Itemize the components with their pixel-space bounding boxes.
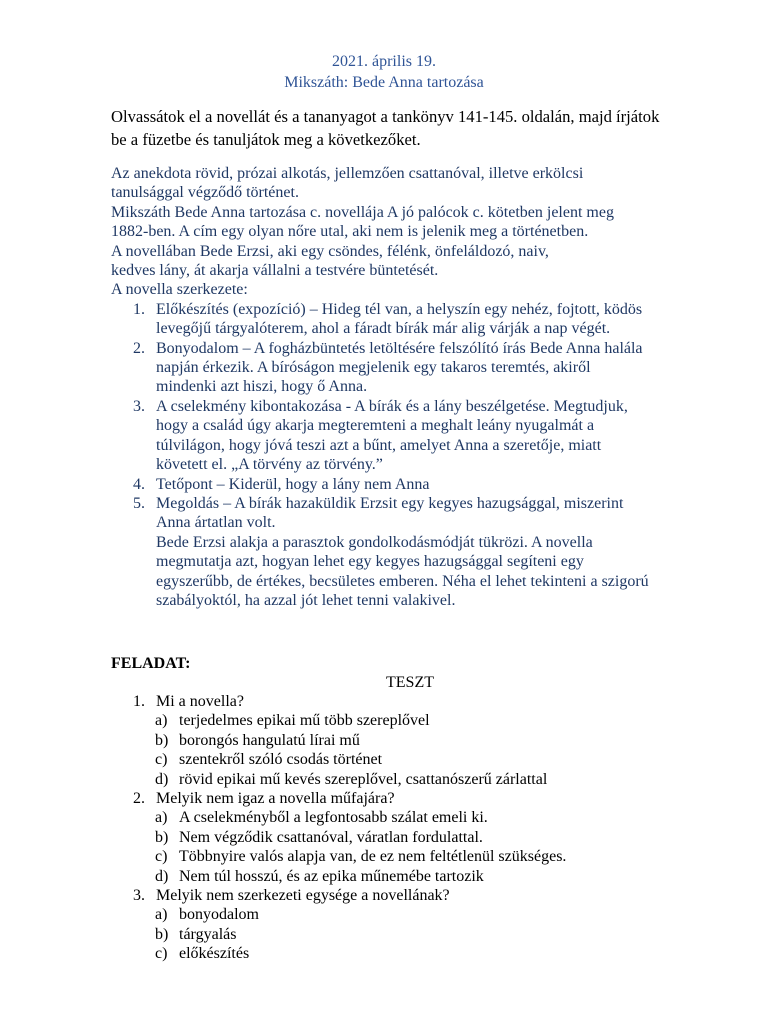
- structure-item-line: Anna ártatlan volt.: [156, 514, 276, 532]
- question-number: 3.: [133, 887, 145, 905]
- option-text: tárgyalás: [179, 925, 237, 943]
- option-letter: d): [155, 770, 169, 788]
- date-heading: 2021. április 19.: [332, 53, 436, 70]
- answer-option: [111, 867, 731, 886]
- structure-item-line: napján érkezik. A bíróságon megjelenik egy takaros teremtés, akiről: [156, 359, 591, 377]
- structure-item: [133, 397, 711, 475]
- structure-item-number: 1.: [133, 300, 145, 318]
- notes-line: Az anekdota rövid, prózai alkotás, jellemzően csattanóval, illetve erkölcsi: [111, 165, 584, 182]
- answer-option: [111, 711, 731, 730]
- test-questions: [111, 692, 731, 964]
- structure-item-line: hogy a család úgy akarja megteremteni a meghalt leány nyugalmát a: [156, 417, 595, 435]
- answer-option: [111, 925, 731, 944]
- question-text: Melyik nem igaz a novella műfajára?: [156, 790, 395, 808]
- option-text: szentekről szóló csodás történet: [179, 751, 383, 769]
- answer-option: [111, 808, 731, 827]
- question: [111, 886, 731, 905]
- structure-item: [133, 494, 711, 610]
- document-header: [0, 51, 768, 93]
- closing-line: egyszerűbb, de értékes, becsületes emberen. Néha el lehet tekinteni a szigorú: [156, 572, 649, 590]
- structure-item-line: túlvilágon, hogy jóvá teszi azt a bűnt, amelyet Anna a szeretője, miatt: [156, 436, 602, 454]
- question: [111, 692, 731, 711]
- question-number: 1.: [133, 693, 145, 710]
- test-heading: TESZT: [386, 674, 434, 691]
- answer-option: [111, 770, 731, 789]
- closing-line: Bede Erzsi alakja a parasztok gondolkodásmódját tükrözi. A novella: [156, 533, 593, 551]
- closing-line: megmutatja azt, hogyan lehet egy kegyes hazugsággal segíteni egy: [156, 553, 584, 571]
- question: [111, 789, 731, 808]
- structure-item-line: A cselekmény kibontakozása - A bírák és a lány beszélgetése. Megtudjuk,: [156, 397, 628, 415]
- closing-line: szabályoktól, ha azzal jót lehet tenni valakivel.: [156, 591, 456, 609]
- notes-line: Mikszáth Bede Anna tartozása c. novellája A jó palócok c. kötetben jelent meg: [111, 203, 614, 221]
- option-letter: d): [155, 867, 169, 885]
- structure-list: [111, 300, 711, 611]
- option-letter: b): [155, 828, 169, 846]
- structure-item-line: levegőjű tárgyalóterem, ahol a fáradt bírák már alig várják a nap végét.: [156, 320, 611, 338]
- structure-item: [133, 300, 711, 339]
- answer-option: [111, 750, 731, 769]
- instructions-paragraph: [111, 105, 721, 151]
- structure-item-line: Megoldás – A bírák hazaküldik Erzsit egy kegyes hazugsággal, miszerint: [156, 494, 624, 512]
- question-text: Melyik nem szerkezeti egysége a novellának?: [156, 887, 450, 905]
- structure-item-line: követett el. „A törvény az törvény.”: [156, 456, 383, 474]
- notes-line: 1882-ben. A cím egy olyan nőre utal, aki nem is jelenik meg a történetben.: [111, 223, 589, 241]
- structure-item-number: 3.: [133, 397, 145, 415]
- question-text: Mi a novella?: [156, 693, 244, 710]
- answer-option: [111, 944, 731, 963]
- structure-item-line: mindenki azt hiszi, hogy ő Anna.: [156, 378, 368, 396]
- option-text: Nem túl hosszú, és az epika műnemébe tartozik: [179, 867, 484, 885]
- option-text: borongós hangulatú lírai mű: [179, 731, 360, 749]
- answer-option: [111, 905, 731, 924]
- option-text: rövid epikai mű kevés szereplővel, csattanószerű zárlattal: [179, 770, 548, 788]
- option-text: Nem végződik csattanóval, váratlan fordulattal.: [179, 828, 483, 846]
- notes-line: tanulsággal végződő történet.: [111, 184, 299, 202]
- structure-item-number: 4.: [133, 475, 145, 493]
- structure-item-line: Előkészítés (expozíció) – Hideg tél van, a helyszín egy nehéz, fojtott, ködös: [156, 300, 643, 318]
- structure-heading: A novella szerkezete:: [111, 281, 248, 299]
- option-letter: a): [155, 712, 168, 730]
- option-letter: a): [155, 809, 168, 827]
- structure-item-line: Tetőpont – Kiderül, hogy a lány nem Anna: [156, 475, 430, 493]
- option-text: előkészítés: [179, 945, 250, 963]
- instructions-line: Olvassátok el a novellát és a tananyagot a tankönyv 141-145. oldalán, majd írjátok: [111, 107, 660, 126]
- task-heading: FELADAT:: [111, 655, 191, 672]
- option-text: A cselekményből a legfontosabb szálat emeli ki.: [179, 809, 488, 827]
- structure-item-number: 2.: [133, 339, 145, 357]
- option-text: bonyodalom: [179, 906, 259, 924]
- instructions-line: be a füzetbe és tanuljátok meg a következőket.: [111, 130, 421, 149]
- question-number: 2.: [133, 790, 145, 808]
- option-letter: c): [155, 945, 168, 963]
- option-letter: c): [155, 751, 168, 769]
- structure-item-line: Bonyodalom – A fogházbüntetés letöltésére felszólító írás Bede Anna halála: [156, 339, 643, 357]
- option-letter: b): [155, 925, 169, 943]
- structure-item: [133, 475, 711, 494]
- notes-line: A novellában Bede Erzsi, aki egy csöndes, félénk, önfeláldozó, naiv,: [111, 242, 549, 260]
- title-heading: Mikszáth: Bede Anna tartozása: [284, 74, 484, 91]
- lesson-notes: [111, 164, 711, 610]
- structure-item-number: 5.: [133, 494, 145, 512]
- option-text: terjedelmes epikai mű több szereplővel: [179, 712, 430, 730]
- option-letter: b): [155, 731, 169, 749]
- option-letter: c): [155, 848, 168, 866]
- option-text: Többnyire valós alapja van, de ez nem feltétlenül szükséges.: [179, 848, 567, 866]
- answer-option: [111, 731, 731, 750]
- answer-option: [111, 828, 731, 847]
- notes-line: kedves lány, át akarja vállalni a testvére büntetését.: [111, 262, 439, 280]
- answer-option: [111, 847, 731, 866]
- option-letter: a): [155, 906, 168, 924]
- structure-item: [133, 339, 711, 397]
